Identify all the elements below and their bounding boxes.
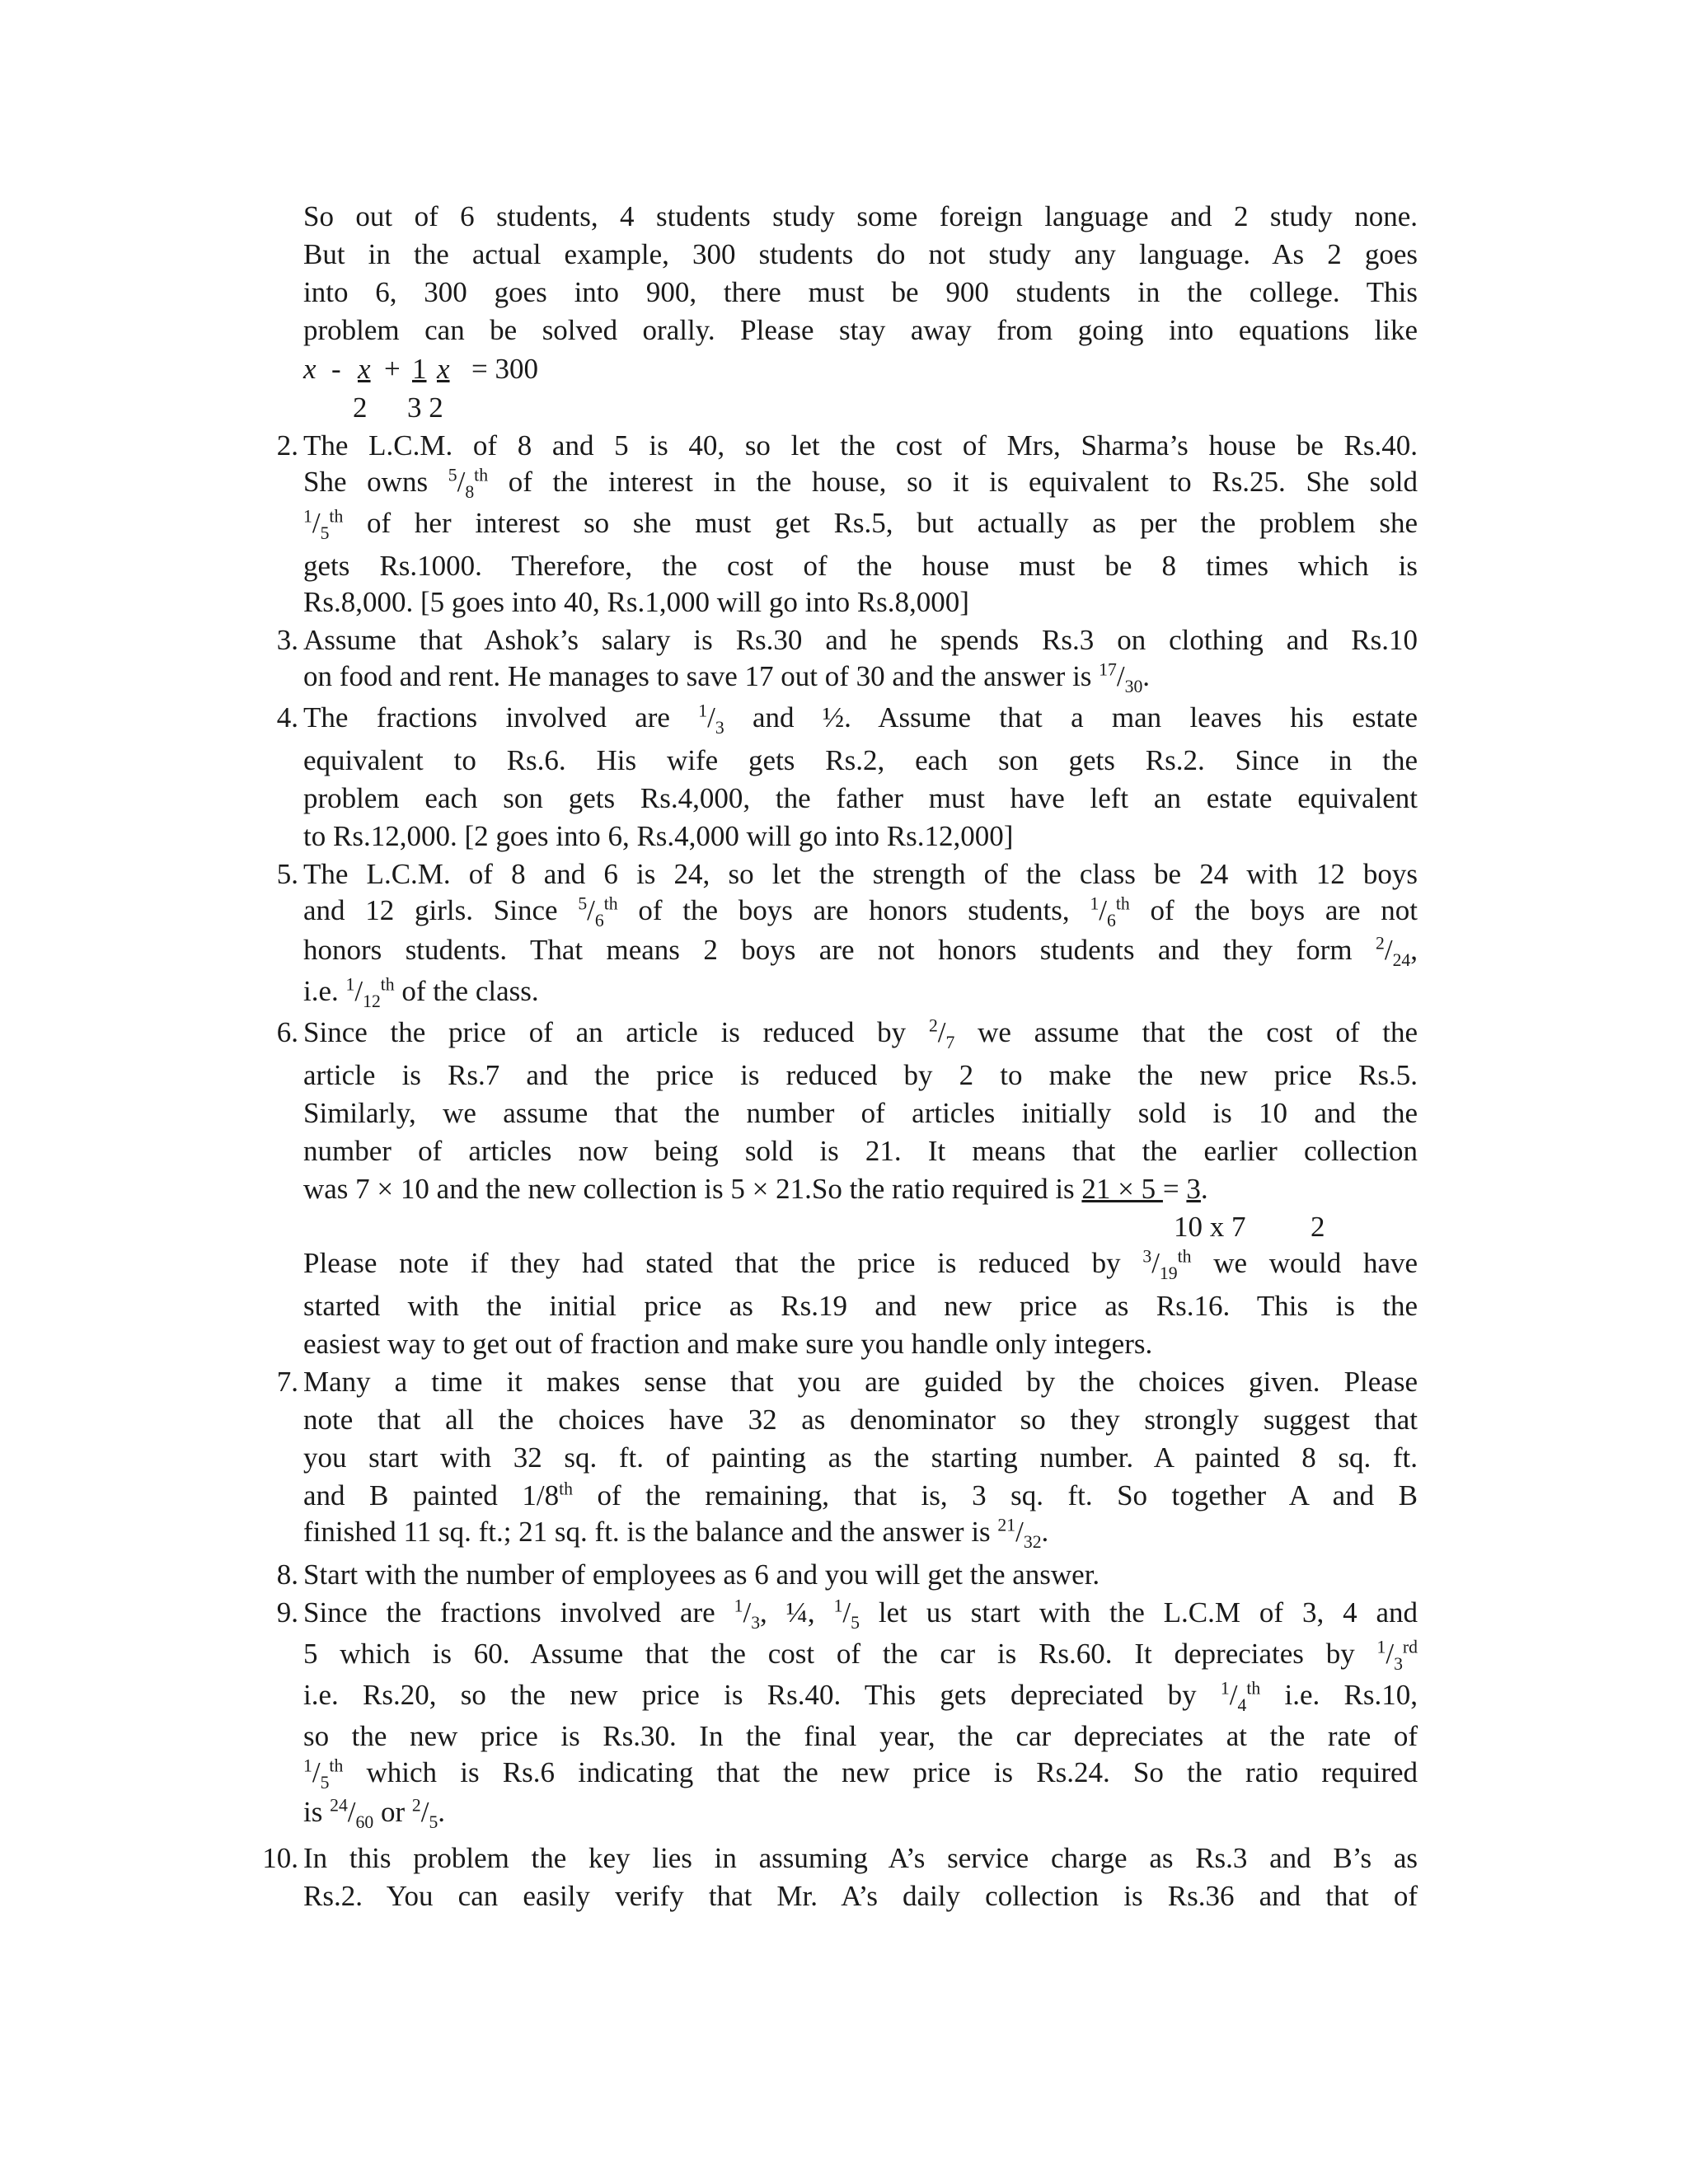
text-line: you start with 32 sq. ft. of painting as the starting number. A painted 8 sq. ft. (303, 1441, 1418, 1474)
text-line: She owns $^5/_8^{th}$ of the interest in the house, so it is equivalent to Rs.25. She sold (303, 465, 1418, 502)
text-line: The L.C.M. of 8 and 5 is 40, so let the cost of Mrs, Sharma’s house be Rs.40. (303, 429, 1418, 462)
text-line: $^1/_5^{th}$ which is Rs.6 indicating that the new price is Rs.24. So the ratio required (303, 1755, 1418, 1793)
text-line: and 12 girls. Since $^5/_6^{th}$ of the boys are honors students, $^1/_6^{th}$ of the boys are not (303, 893, 1418, 930)
equation-numerator: x (358, 353, 371, 385)
equation-x: x (303, 353, 316, 385)
text-line: honors students. That means 2 boys are not honors students and they form $^2/_{24}$, (303, 933, 1418, 970)
text-line: to Rs.12,000. [2 goes into 6, Rs.4,000 will go into Rs.12,000] (303, 820, 1014, 852)
text-line: equivalent to Rs.6. His wife gets Rs.2, each son gets Rs.2. Since in the (303, 744, 1418, 776)
item-number: 7. (276, 1366, 298, 1398)
text-line: $^1/_5^{th}$ of her interest so she must get Rs.5, but actually as per the problem she (303, 506, 1418, 543)
text-line: into 6, 300 goes into 900, there must be 900 students in the college. This (303, 276, 1418, 308)
text-line: was 7 × 10 and the new collection is 5 × 21.So the ratio required is 21 × 5 = 3. (303, 1173, 1208, 1205)
item-number: 3. (276, 624, 298, 656)
text-line: is $^{24}/_{60}$ or $^2/_5$. (303, 1795, 446, 1832)
item-number: 2. (276, 429, 298, 462)
text-line: gets Rs.1000. Therefore, the cost of the house must be 8 times which is (303, 550, 1418, 582)
item-number: 8. (276, 1558, 298, 1591)
text-line: on food and rent. He manages to save 17 out of 30 and the answer is $^{17}/_{30}$. (303, 659, 1151, 696)
text-line: Rs.8,000. [5 goes into 40, Rs.1,000 will go into Rs.8,000] (303, 586, 969, 618)
item-number: 9. (276, 1596, 298, 1629)
equation-minus: - (331, 353, 341, 385)
text-line: So out of 6 students, 4 students study some foreign language and 2 study none. (303, 200, 1418, 232)
equation-numerator: 1 (412, 353, 427, 385)
item-number: 10. (262, 1842, 298, 1874)
equation-plus: + (384, 353, 401, 385)
text-line: started with the initial price as Rs.19 and new price as Rs.16. This is the (303, 1290, 1418, 1322)
text-line: Many a time it makes sense that you are guided by the choices given. Please (303, 1366, 1418, 1398)
text-line: and B painted 1/8th of the remaining, that is, 3 sq. ft. So together A and B (303, 1479, 1418, 1511)
text-line: problem can be solved orally. Please stay away from going into equations like (303, 314, 1418, 346)
text-line: The L.C.M. of 8 and 6 is 24, so let the strength of the class be 24 with 12 boys (303, 858, 1418, 890)
text-line: 5 which is 60. Assume that the cost of the car is Rs.60. It depreciates by $^1/_3^{rd}$ (303, 1637, 1418, 1674)
text-line: Assume that Ashok’s salary is Rs.30 and he spends Rs.3 on clothing and Rs.10 (303, 624, 1418, 656)
text-line: The fractions involved are $^1/_3$ and ½. Assume that a man leaves his estate (303, 701, 1418, 738)
text-line: In this problem the key lies in assuming A’s service charge as Rs.3 and B’s as (303, 1842, 1418, 1874)
text-line: easiest way to get out of fraction and make sure you handle only integers. (303, 1328, 1153, 1360)
text-line: article is Rs.7 and the price is reduced by 2 to make the new price Rs.5. (303, 1059, 1418, 1091)
text-line: i.e. $^1/_{12}^{th}$ of the class. (303, 974, 539, 1011)
text-line: number of articles now being sold is 21. It means that the earlier collection (303, 1135, 1418, 1167)
item-number: 5. (276, 858, 298, 890)
text-line: i.e. Rs.20, so the new price is Rs.40. This gets depreciated by $^1/_4^{th}$ i.e. Rs.10, (303, 1678, 1418, 1715)
text-line: finished 11 sq. ft.; 21 sq. ft. is the balance and the answer is $^{21}/_{32}$. (303, 1515, 1049, 1552)
text-line: Since the fractions involved are $^1/_3$, ¼, $^1/_5$ let us start with the L.C.M of 3, 4 and (303, 1596, 1418, 1633)
text-line: Please note if they had stated that the price is reduced by $^3/_{19}^{th}$ we would have (303, 1246, 1418, 1283)
text-line: But in the actual example, 300 students do not study any language. As 2 goes (303, 238, 1418, 270)
equation-denominator: 2 (353, 391, 368, 424)
fraction-denominator: 2 (1311, 1211, 1325, 1243)
equation-numerator: x (437, 353, 450, 385)
fraction-denominator: 10 x 7 (1174, 1211, 1246, 1243)
text-line: problem each son gets Rs.4,000, the father must have left an estate equivalent (303, 782, 1418, 814)
text-line: note that all the choices have 32 as denominator so they strongly suggest that (303, 1404, 1418, 1436)
text-line: Rs.2. You can easily verify that Mr. A’s daily collection is Rs.36 and that of (303, 1880, 1418, 1912)
item-number: 6. (276, 1016, 298, 1048)
item-number: 4. (276, 701, 298, 733)
text-line: Since the price of an article is reduced by $^2/_7$ we assume that the cost of the (303, 1015, 1418, 1052)
equation-rhs: = 300 (471, 353, 538, 385)
text-line: Start with the number of employees as 6 and you will get the answer. (303, 1558, 1100, 1591)
text-line: Similarly, we assume that the number of articles initially sold is 10 and the (303, 1097, 1418, 1129)
text-line: so the new price is Rs.30. In the final year, the car depreciates at the rate of (303, 1720, 1418, 1752)
equation-denominator: 3 2 (407, 391, 443, 424)
